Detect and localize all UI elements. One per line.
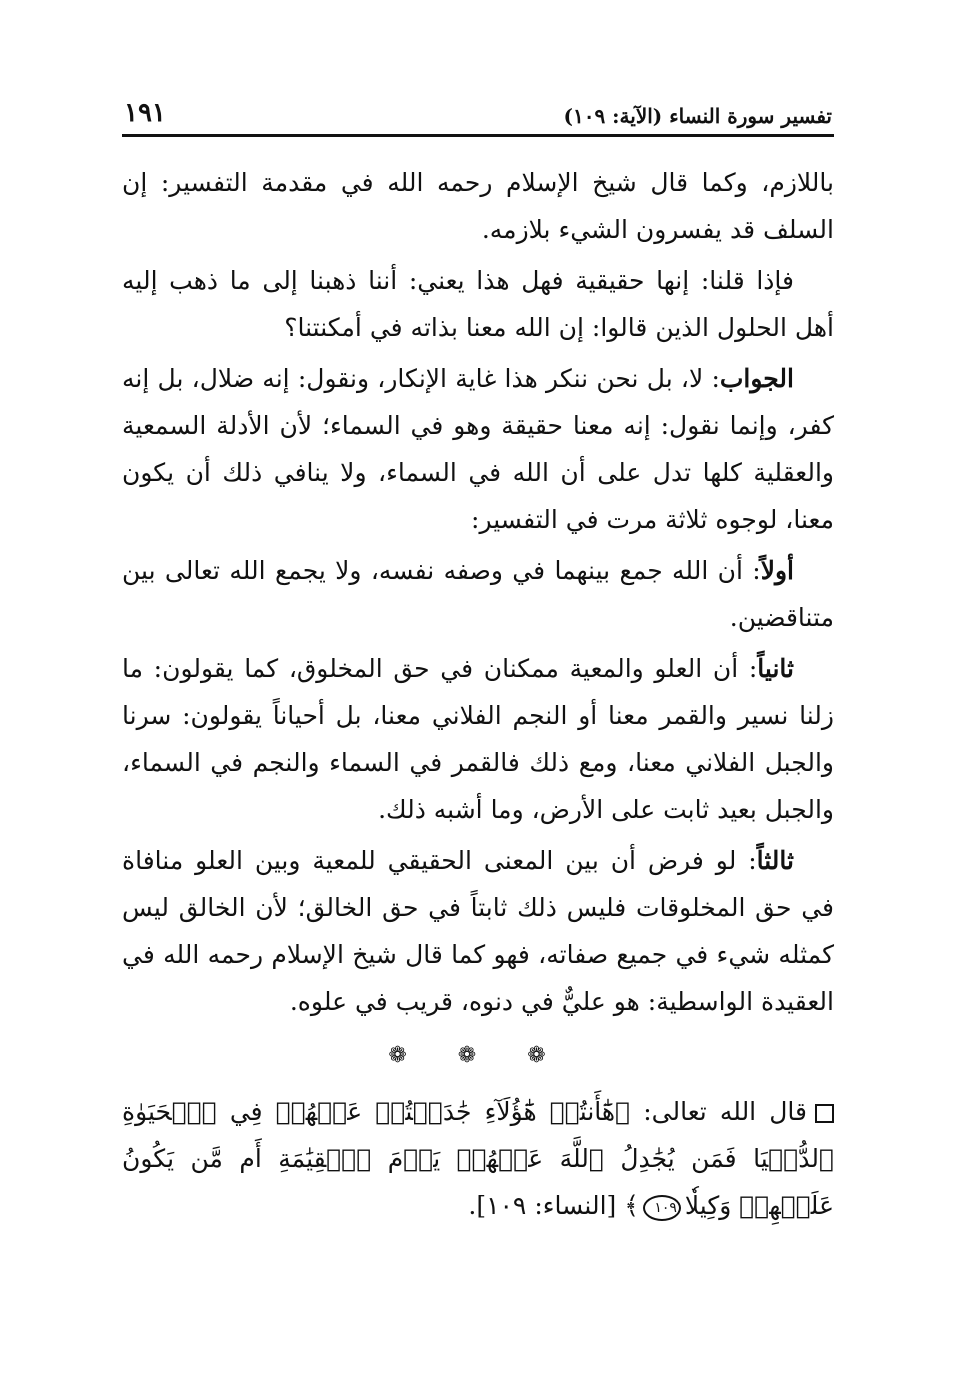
body-text	[122, 159, 834, 1025]
page-header	[122, 88, 834, 128]
paragraph	[122, 159, 834, 253]
verse-closing: ﴾	[624, 1191, 639, 1220]
paragraph-text: : أن العلو والمعية ممكنان في حق المخلوق، كما يقولون: ما زلنا نسير والقمر معنا أو النجم الفلاني معنا، بل أحياناً يقولون: سرنا والجبل الفلاني معنا، ومع ذلك فالقمر في السماء والنجم في السماء، والجبل بعيد ثابت على الأرض، وما أشبه ذلك.	[122, 654, 834, 824]
verse-reference: [النساء: ١٠٩].	[468, 1191, 625, 1220]
page	[122, 88, 834, 1229]
paragraph-text: : لا، بل نحن ننكر هذا غاية الإنكار، ونقول: إنه ضلال، بل إنه كفر، وإنما نقول: إنه معنا حقيقة وهو في السماء؛ لأن الأدلة السمعية والعقلية كلها تدل على أن الله في السماء، ولا ينافي ذلك أن يكون معنا، لوجوه ثلاثة مرت في التفسير:	[122, 364, 834, 534]
paragraph-lead: الجواب	[719, 364, 794, 393]
header-rule	[122, 134, 834, 137]
paragraph	[122, 355, 834, 543]
ayah-number-icon: ١٠٩	[643, 1195, 681, 1221]
paragraph-lead: ثانياً	[757, 654, 794, 683]
verse-block	[122, 1088, 834, 1229]
square-bullet-icon	[815, 1104, 834, 1123]
paragraph-text: : لو فرض أن بين المعنى الحقيقي للمعية وبين العلو منافاة في حق المخلوقات فليس ذلك ثابتاً في حق الخالق؛ لأن الخالق ليس كمثله شيء في جميع صفاته، فهو كما قال شيخ الإسلام رحمه الله في العقيدة الواسطية: هو عليٌّ في دنوه، قريب في علوه.	[122, 846, 834, 1016]
paragraph	[122, 837, 834, 1025]
paragraph	[122, 547, 834, 641]
paragraph-text: : أن الله جمع بينهما في وصفه نفسه، ولا يجمع الله تعالى بين متناقضين.	[122, 556, 834, 632]
paragraph	[122, 645, 834, 833]
paragraph-text: باللازم، وكما قال شيخ الإسلام رحمه الله في مقدمة التفسير: إن السلف قد يفسرون الشيء بلازمه.	[122, 168, 834, 244]
paragraph	[122, 257, 834, 351]
paragraph-lead: أولاً	[760, 556, 794, 585]
paragraph-lead: ثالثاً	[756, 846, 794, 875]
section-separator: ❁ ❁ ❁	[388, 1043, 568, 1068]
quran-text: هَٰٓأَنتُمۡ هَٰٓؤُلَآءِ جَٰدَلۡتُمۡ عَنۡهُمۡ فِي ٱلۡحَيَوٰةِ ٱلدُّنۡيَا فَمَن يُجَٰدِلُ ٱللَّهَ عَنۡهُمۡ يَوۡمَ ٱلۡقِيَٰمَةِ أَم مَّن يَكُونُ عَلَيۡهِمۡ وَكِيلٗا	[122, 1097, 834, 1220]
page-number: ١٩١	[124, 98, 166, 128]
verse-intro: قال الله تعالى: ﴿	[615, 1097, 807, 1126]
paragraph-text: فإذا قلنا: إنها حقيقية فهل هذا يعني: أننا ذهبنا إلى ما ذهب إليه أهل الحلول الذين قالوا: إن الله معنا بذاته في أمكنتنا؟	[122, 266, 834, 342]
running-title: تفسير سورة النساء (الآية: ١٠٩)	[563, 104, 832, 128]
